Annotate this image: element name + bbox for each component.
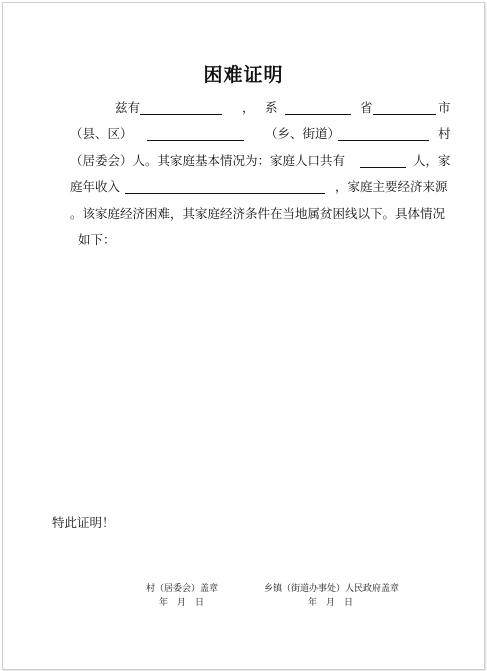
blank-county [147, 129, 244, 141]
blank-city [373, 103, 436, 115]
text-comma-1: ， [242, 100, 255, 115]
date-village: 年 月 日 [159, 598, 205, 608]
closing-text: 特此证明！ [52, 515, 115, 530]
page-title: 困难证明 [203, 64, 284, 86]
date-government: 年 月 日 [308, 598, 354, 608]
document-page [2, 2, 485, 670]
text-income-label: 庭年收入 [70, 179, 121, 194]
signature-government: 乡镇（街道办事处）人民政府盖章 [264, 584, 400, 594]
body-line-6: 如下： [78, 232, 116, 247]
text-sheng: 省 [360, 100, 373, 115]
text-zi-you: 兹有 [115, 100, 141, 115]
signature-village: 村（居委会）盖章 [146, 584, 219, 594]
blank-income [125, 182, 325, 194]
blank-name [140, 103, 222, 115]
blank-province [285, 103, 351, 115]
text-cun: 村 [438, 126, 451, 141]
blank-township [338, 129, 429, 141]
text-family-count-label: （居委会）人。其家庭基本情况为：家庭人口共有 [70, 153, 346, 168]
text-shi: 市 [438, 100, 451, 115]
text-county: （县、区） [70, 126, 133, 141]
text-xi: 系 [265, 100, 278, 115]
body-line-5: 。该家庭经济困难，其家庭经济条件在当地属贫困线以下。具体情况 [70, 206, 446, 221]
text-ren-jia: 人，家 [413, 153, 451, 168]
blank-family-count [360, 156, 406, 168]
text-income-source: ，家庭主要经济来源 [335, 179, 448, 194]
text-township: （乡、街道） [265, 126, 341, 141]
